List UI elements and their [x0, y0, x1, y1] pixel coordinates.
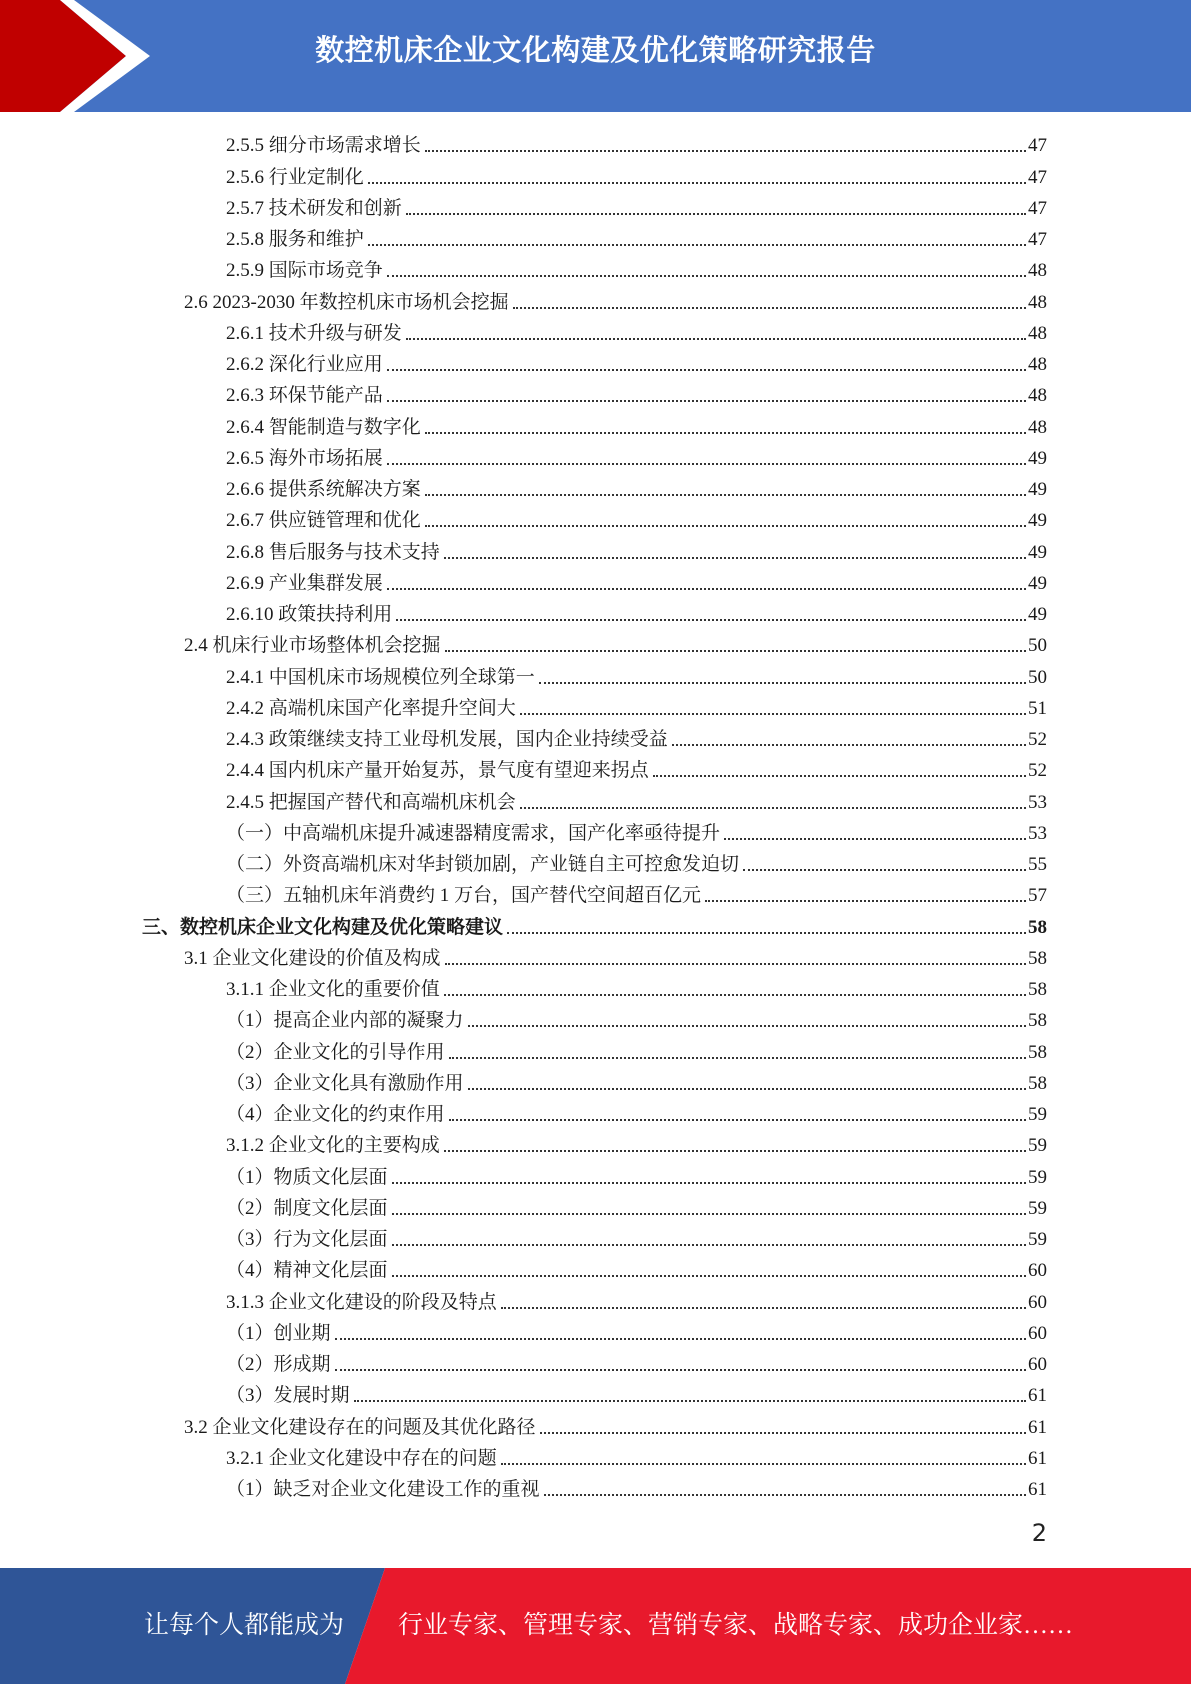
toc-entry-title: 3.1.3 企业文化建设的阶段及特点 [226, 1291, 497, 1313]
toc-entry-title: 2.6.2 深化行业应用 [226, 354, 383, 375]
toc-entry[interactable] [0, 1003, 1191, 1034]
toc-entry[interactable] [0, 1222, 1191, 1253]
toc-entry-page: 49 [1028, 447, 1047, 469]
toc-entry-title: 2.4.3 政策继续支持工业母机发展，国内企业持续受益 [226, 729, 668, 750]
toc-entry-title: 2.6.7 供应链管理和优化 [226, 510, 421, 532]
toc-entry[interactable] [0, 597, 1191, 628]
toc-entry[interactable] [0, 128, 1191, 159]
toc-entry-page: 61 [1028, 1416, 1047, 1438]
toc-entry[interactable] [0, 409, 1191, 440]
toc-dot-leader [335, 1369, 1026, 1371]
toc-entry[interactable] [0, 972, 1191, 1003]
toc-dot-leader [354, 1400, 1026, 1402]
toc-entry-title: 三、数控机床企业文化构建及优化策略建议 [142, 916, 504, 938]
toc-entry[interactable] [0, 347, 1191, 378]
toc-entry-page: 48 [1028, 385, 1047, 407]
toc-dot-leader [444, 557, 1026, 559]
toc-entry-title: 3.1.2 企业文化的主要构成 [226, 1135, 440, 1157]
toc-dot-leader [449, 1057, 1026, 1059]
toc-entry-page: 48 [1028, 322, 1047, 344]
toc-entry[interactable] [0, 847, 1191, 878]
toc-entry-title: （1）物质文化层面 [226, 1166, 388, 1188]
toc-entry[interactable] [0, 441, 1191, 472]
toc-entry-title: 2.4.1 中国机床市场规模位列全球第一 [226, 666, 535, 688]
toc-entry[interactable] [0, 1378, 1191, 1409]
toc-entry-title: 3.1.1 企业文化的重要价值 [226, 979, 440, 1000]
toc-dot-leader [392, 1275, 1026, 1277]
toc-entry-page: 48 [1028, 260, 1047, 282]
toc-entry[interactable] [0, 1128, 1191, 1159]
toc-entry-title: 2.6.8 售后服务与技术支持 [226, 541, 440, 563]
toc-entry[interactable] [0, 1347, 1191, 1378]
toc-dot-leader [705, 900, 1026, 902]
toc-entry[interactable] [0, 1097, 1191, 1128]
toc-entry-title: 2.6.5 海外市场拓展 [226, 447, 383, 469]
toc-dot-leader [520, 713, 1026, 715]
report-title: 数控机床企业文化构建及优化策略研究报告 [315, 33, 876, 67]
toc-dot-leader [445, 963, 1026, 965]
toc-entry[interactable] [0, 1066, 1191, 1097]
toc-entry-page: 59 [1028, 1166, 1047, 1188]
toc-dot-leader [540, 1432, 1026, 1434]
toc-dot-leader [501, 1463, 1026, 1465]
toc-entry-page: 58 [1028, 1010, 1047, 1032]
toc-entry-title: 2.5.5 细分市场需求增长 [226, 135, 421, 157]
toc-entry[interactable] [0, 784, 1191, 815]
toc-entry-title: （三）五轴机床年消费约 1 万台，国产替代空间超百亿元 [226, 885, 702, 907]
toc-entry-title: 2.4.4 国内机床产量开始复苏，景气度有望迎来拐点 [226, 760, 649, 782]
toc-entry-page: 49 [1028, 510, 1047, 532]
toc-dot-leader [335, 1338, 1026, 1340]
toc-dot-leader [468, 1088, 1026, 1090]
toc-entry-title: 2.6.9 产业集群发展 [226, 572, 383, 594]
toc-entry-page: 50 [1028, 635, 1047, 657]
toc-entry[interactable] [0, 253, 1191, 284]
toc-entry-page: 58 [1028, 1041, 1047, 1063]
toc-entry-page: 58 [1028, 947, 1047, 969]
toc-dot-leader [743, 869, 1026, 871]
toc-dot-leader [387, 369, 1026, 371]
toc-entry-page: 58 [1028, 1072, 1047, 1094]
toc-entry[interactable] [0, 316, 1191, 347]
page-footer [0, 1568, 1191, 1684]
toc-entry-page: 52 [1028, 760, 1047, 782]
table-of-contents [0, 128, 1191, 1503]
toc-entry[interactable] [0, 909, 1191, 940]
toc-entry[interactable] [0, 222, 1191, 253]
toc-entry[interactable] [0, 1441, 1191, 1472]
toc-entry-page: 58 [1028, 979, 1047, 1000]
page-number: 2 [1031, 1519, 1047, 1547]
toc-entry-title: （1）提高企业内部的凝聚力 [226, 1010, 464, 1032]
toc-dot-leader [444, 994, 1026, 996]
toc-entry-title: 2.6.3 环保节能产品 [226, 385, 383, 407]
toc-entry-page: 48 [1028, 354, 1047, 375]
toc-entry-page: 61 [1028, 1479, 1047, 1500]
toc-entry-title: 2.4 机床行业市场整体机会挖掘 [184, 635, 441, 657]
toc-entry-page: 47 [1028, 197, 1047, 219]
toc-dot-leader [406, 213, 1026, 215]
toc-entry[interactable] [0, 1284, 1191, 1315]
toc-entry-page: 47 [1028, 229, 1047, 250]
toc-dot-leader [387, 275, 1026, 277]
toc-dot-leader [425, 525, 1026, 527]
toc-entry[interactable] [0, 284, 1191, 315]
toc-entry-title: （3）发展时期 [226, 1385, 350, 1407]
toc-dot-leader [444, 1150, 1026, 1152]
toc-entry-title: （2）企业文化的引导作用 [226, 1041, 445, 1063]
toc-entry-page: 60 [1028, 1291, 1047, 1313]
toc-entry-title: （3）企业文化具有激励作用 [226, 1072, 464, 1094]
toc-dot-leader [672, 744, 1026, 746]
toc-dot-leader [449, 1119, 1026, 1121]
toc-entry-page: 51 [1028, 697, 1047, 719]
toc-entry[interactable] [0, 941, 1191, 972]
toc-entry-page: 50 [1028, 666, 1047, 688]
toc-entry[interactable] [0, 816, 1191, 847]
toc-entry-title: 2.4.2 高端机床国产化率提升空间大 [226, 697, 516, 719]
toc-dot-leader [544, 1494, 1026, 1496]
toc-entry[interactable] [0, 1316, 1191, 1347]
toc-entry-page: 60 [1028, 1322, 1047, 1344]
toc-entry-title: （2）制度文化层面 [226, 1197, 388, 1219]
toc-dot-leader [425, 494, 1026, 496]
toc-entry-page: 47 [1028, 166, 1047, 188]
toc-entry[interactable] [0, 1472, 1191, 1503]
toc-entry-title: （1）缺乏对企业文化建设工作的重视 [226, 1479, 540, 1500]
toc-dot-leader [392, 1182, 1026, 1184]
toc-dot-leader [425, 432, 1026, 434]
toc-dot-leader [425, 150, 1026, 152]
toc-dot-leader [724, 838, 1026, 840]
toc-entry-page: 60 [1028, 1260, 1047, 1282]
toc-entry[interactable] [0, 159, 1191, 190]
toc-entry-title: 2.5.9 国际市场竞争 [226, 260, 383, 282]
toc-entry[interactable] [0, 534, 1191, 565]
toc-dot-leader [507, 932, 1026, 934]
toc-entry[interactable] [0, 753, 1191, 784]
toc-dot-leader [368, 244, 1026, 246]
toc-entry-title: 2.4.5 把握国产替代和高端机床机会 [226, 791, 516, 813]
toc-entry-page: 55 [1028, 854, 1047, 875]
toc-entry[interactable] [0, 1034, 1191, 1065]
toc-entry-title: （2）形成期 [226, 1354, 331, 1375]
toc-entry[interactable] [0, 691, 1191, 722]
toc-entry-page: 49 [1028, 572, 1047, 594]
toc-entry-title: 2.6.10 政策扶持利用 [226, 604, 393, 625]
toc-entry-page: 59 [1028, 1104, 1047, 1125]
toc-dot-leader [520, 807, 1026, 809]
toc-entry-page: 58 [1028, 916, 1047, 938]
toc-entry[interactable] [0, 722, 1191, 753]
toc-entry-page: 59 [1028, 1135, 1047, 1157]
toc-entry[interactable] [0, 878, 1191, 909]
toc-dot-leader [387, 400, 1026, 402]
toc-dot-leader [445, 650, 1026, 652]
toc-entry[interactable] [0, 472, 1191, 503]
toc-entry[interactable] [0, 191, 1191, 222]
toc-entry-title: （4）企业文化的约束作用 [226, 1104, 445, 1125]
toc-entry-page: 52 [1028, 729, 1047, 750]
toc-dot-leader [392, 1213, 1026, 1215]
toc-dot-leader [387, 588, 1026, 590]
toc-entry[interactable] [0, 566, 1191, 597]
toc-entry-page: 49 [1028, 479, 1047, 500]
toc-entry-page: 60 [1028, 1354, 1047, 1375]
toc-entry-title: （3）行为文化层面 [226, 1229, 388, 1250]
toc-dot-leader [501, 1307, 1026, 1309]
toc-entry[interactable] [0, 1253, 1191, 1284]
toc-entry-title: （一）中高端机床提升减速器精度需求，国产化率亟待提升 [226, 822, 721, 844]
toc-entry[interactable] [0, 378, 1191, 409]
toc-entry-page: 59 [1028, 1197, 1047, 1219]
toc-entry[interactable] [0, 1409, 1191, 1440]
toc-dot-leader [368, 182, 1026, 184]
toc-entry-title: 2.5.7 技术研发和创新 [226, 197, 402, 219]
toc-entry-title: （4）精神文化层面 [226, 1260, 388, 1282]
toc-dot-leader [392, 1244, 1026, 1246]
toc-entry-page: 49 [1028, 541, 1047, 563]
toc-entry-page: 47 [1028, 135, 1047, 157]
toc-entry-page: 59 [1028, 1229, 1047, 1250]
toc-entry[interactable] [0, 1191, 1191, 1222]
footer-slogan-right: 行业专家、管理专家、营销专家、战略专家、成功企业家…… [398, 1612, 1074, 1639]
toc-dot-leader [396, 619, 1026, 621]
toc-entry[interactable] [0, 503, 1191, 534]
toc-entry[interactable] [0, 659, 1191, 690]
toc-entry-title: 2.6.4 智能制造与数字化 [226, 416, 421, 438]
toc-dot-leader [468, 1025, 1026, 1027]
toc-entry-title: 2.6.6 提供系统解决方案 [226, 479, 421, 500]
toc-dot-leader [406, 338, 1026, 340]
toc-entry-page: 49 [1028, 604, 1047, 625]
footer-slogan-left: 让每个人都能成为 [144, 1612, 345, 1639]
toc-dot-leader [539, 682, 1026, 684]
toc-entry-page: 61 [1028, 1447, 1047, 1469]
toc-entry-title: 2.6.1 技术升级与研发 [226, 322, 402, 344]
toc-dot-leader [653, 775, 1026, 777]
toc-entry-title: 2.6 2023-2030 年数控机床市场机会挖掘 [184, 291, 509, 313]
toc-entry-title: 2.5.8 服务和维护 [226, 229, 364, 250]
toc-entry-page: 61 [1028, 1385, 1047, 1407]
toc-entry-page: 53 [1028, 791, 1047, 813]
page-header [0, 0, 1191, 112]
toc-dot-leader [387, 463, 1026, 465]
toc-entry-title: （二）外资高端机床对华封锁加剧，产业链自主可控愈发迫切 [226, 854, 740, 875]
toc-entry-title: 3.1 企业文化建设的价值及构成 [184, 947, 441, 969]
toc-entry-page: 48 [1028, 416, 1047, 438]
toc-entry-title: （1）创业期 [226, 1322, 331, 1344]
toc-dot-leader [513, 307, 1026, 309]
toc-entry-title: 3.2 企业文化建设存在的问题及其优化路径 [184, 1416, 536, 1438]
toc-entry[interactable] [0, 628, 1191, 659]
toc-entry-page: 48 [1028, 291, 1047, 313]
toc-entry-title: 2.5.6 行业定制化 [226, 166, 364, 188]
toc-entry-title: 3.2.1 企业文化建设中存在的问题 [226, 1447, 497, 1469]
toc-entry[interactable] [0, 1159, 1191, 1190]
toc-entry-page: 57 [1028, 885, 1047, 907]
toc-entry-page: 53 [1028, 822, 1047, 844]
